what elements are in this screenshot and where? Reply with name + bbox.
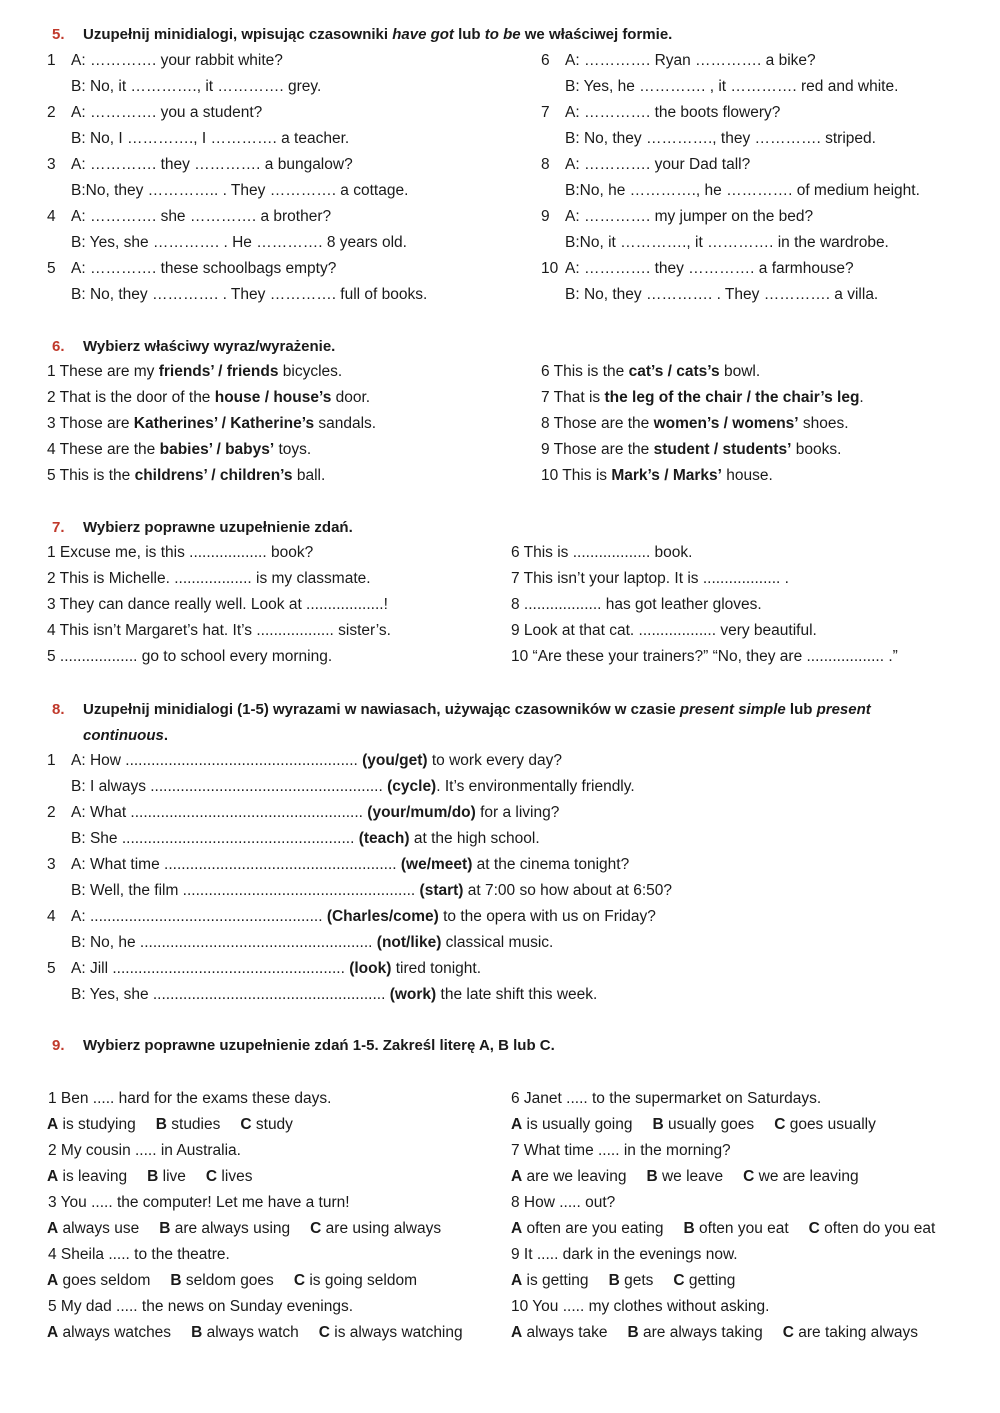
- option-letter: C: [293, 1272, 306, 1289]
- option-text: getting: [684, 1272, 736, 1289]
- sentence: 7 This isn’t your laptop. It is .................. .: [511, 570, 789, 587]
- dialogue-text: tired tonight.: [391, 960, 481, 977]
- dialogue-text: A: ......................................................: [71, 908, 327, 925]
- dialogue-line-b: B: Yes, he …………. , it …………. red and white.: [565, 78, 899, 95]
- option-text: we are leaving: [754, 1168, 859, 1185]
- dialogue-line-a: [47, 904, 656, 930]
- ex5-title-italic: have got: [392, 26, 454, 43]
- dialogue-text: B: No, he ......................................................: [71, 934, 377, 951]
- option-c: [240, 1116, 293, 1133]
- option-text: always watch: [202, 1324, 299, 1341]
- choice-options: babies’ / babys’: [159, 441, 275, 458]
- ex7-number: 7.: [52, 519, 65, 536]
- dialogue-line-a: [47, 48, 283, 74]
- dialogue-line-a: [47, 852, 629, 878]
- dialogue-line-a: [541, 256, 854, 282]
- option-b: [609, 1272, 654, 1289]
- dialogue-text: A: …………. my jumper on the bed?: [565, 208, 814, 225]
- option-text: is usually going: [522, 1116, 633, 1133]
- dialogue-line-a: [47, 800, 559, 826]
- option-text: are using always: [321, 1220, 442, 1237]
- choice-options: childrens’ / children’s: [134, 467, 293, 484]
- option-text: is studying: [58, 1116, 136, 1133]
- ex8-title: lub: [785, 701, 817, 718]
- answer-options: [511, 1216, 935, 1242]
- dialogue-line-b: B: No, they …………. . They …………. full of books.: [71, 286, 428, 303]
- option-b: [191, 1324, 299, 1341]
- choice-options: cat’s / cats’s: [628, 363, 720, 380]
- option-c: [809, 1220, 936, 1237]
- option-text: live: [158, 1168, 186, 1185]
- sentence-text: house.: [721, 467, 773, 484]
- sentence: [47, 359, 342, 385]
- choice-options: women’s / womens’: [653, 415, 799, 432]
- option-letter: C: [808, 1220, 820, 1237]
- option-letter: B: [683, 1220, 695, 1237]
- option-text: always take: [522, 1324, 608, 1341]
- option-a: [511, 1168, 626, 1185]
- option-text: are taking always: [793, 1324, 919, 1341]
- option-letter: B: [652, 1116, 664, 1133]
- answer-options: [47, 1216, 441, 1242]
- ex5-title: we właściwej formie.: [520, 26, 673, 43]
- sentence: [541, 359, 760, 385]
- sentence-text: ball.: [292, 467, 326, 484]
- sentence-text: .: [859, 389, 864, 406]
- option-letter: B: [191, 1324, 203, 1341]
- option-text: often are you eating: [522, 1220, 664, 1237]
- option-c: [319, 1324, 463, 1341]
- option-text: lives: [217, 1168, 253, 1185]
- sentence: 2 This is Michelle. .................. is my classmate.: [47, 570, 371, 587]
- option-c: [310, 1220, 441, 1237]
- answer-options: [47, 1112, 293, 1138]
- sentence: [541, 411, 849, 437]
- sentence: 10 “Are these your trainers?” “No, they are .................. .”: [511, 648, 898, 665]
- item-number: 5: [47, 260, 56, 277]
- answer-options: [511, 1320, 918, 1346]
- ex8-title-italic: present: [816, 701, 871, 718]
- option-a: [47, 1272, 150, 1289]
- question: 8 How ..... out?: [511, 1194, 616, 1211]
- ex9-title: Wybierz poprawne uzupełnienie zdań 1-5. Zakreśl literę A, B lub C.: [83, 1037, 555, 1054]
- dialogue-line-a: [541, 48, 816, 74]
- dialogue-text: B: Well, the film ......................................................: [71, 882, 420, 899]
- sentence-text: 5 This is the: [47, 467, 135, 484]
- sentence-text: 9 Those are the: [541, 441, 654, 458]
- ex9-heading: [52, 1033, 952, 1059]
- sentence-text: 8 Those are the: [541, 415, 654, 432]
- dialogue-text: B: Yes, she ......................................................: [71, 986, 390, 1003]
- item-number: 10: [541, 260, 559, 277]
- option-letter: C: [774, 1116, 786, 1133]
- sentence-text: 1 These are my: [47, 363, 159, 380]
- sentence: 4 This isn’t Margaret’s hat. It’s .................. sister’s.: [47, 622, 391, 639]
- option-text: is getting: [522, 1272, 589, 1289]
- choice-options: friends’ / friends: [158, 363, 279, 380]
- verb-hint: (look): [349, 960, 392, 977]
- option-letter: A: [511, 1324, 523, 1341]
- verb-hint: (your/mum/do): [367, 804, 476, 821]
- sentence-text: books.: [791, 441, 842, 458]
- answer-options: [47, 1320, 463, 1346]
- option-letter: B: [147, 1168, 159, 1185]
- option-letter: C: [673, 1272, 685, 1289]
- dialogue-text: A: Jill ......................................................: [71, 960, 350, 977]
- item-number: 7: [541, 104, 550, 121]
- dialogue-text: A: …………. she …………. a brother?: [71, 208, 332, 225]
- dialogue-text: to work every day?: [427, 752, 562, 769]
- dialogue-text: A: …………. you a student?: [71, 104, 263, 121]
- option-c: [294, 1272, 417, 1289]
- sentence-text: 3 Those are: [47, 415, 134, 432]
- sentence-text: 4 These are the: [47, 441, 160, 458]
- dialogue-line-b: [71, 774, 635, 800]
- option-c: [743, 1168, 858, 1185]
- dialogue-text: A: How ......................................................: [71, 752, 363, 769]
- ex5-title: Uzupełnij minidialogi, wpisując czasowniki: [83, 26, 393, 43]
- option-text: is always watching: [329, 1324, 463, 1341]
- ex8-heading: [52, 697, 952, 749]
- sentence: [541, 437, 841, 463]
- choice-options: student / students’: [653, 441, 792, 458]
- option-text: is going seldom: [305, 1272, 418, 1289]
- dialogue-line-b: B:No, he …………., he …………. of medium height.: [565, 182, 920, 199]
- option-text: seldom goes: [181, 1272, 274, 1289]
- option-a: [511, 1116, 633, 1133]
- option-letter: A: [511, 1220, 523, 1237]
- option-letter: A: [511, 1116, 523, 1133]
- ex5-title: lub: [453, 26, 485, 43]
- option-text: often do you eat: [819, 1220, 936, 1237]
- question: 3 You ..... the computer! Let me have a turn!: [48, 1194, 350, 1211]
- question: 4 Sheila ..... to the theatre.: [48, 1246, 230, 1263]
- verb-hint: (you/get): [362, 752, 428, 769]
- dialogue-text: at 7:00 so how about at 6:50?: [463, 882, 673, 899]
- option-text: studies: [166, 1116, 221, 1133]
- dialogue-text: to the opera with us on Friday?: [438, 908, 656, 925]
- item-number: 2: [47, 104, 56, 121]
- verb-hint: (work): [389, 986, 437, 1003]
- answer-options: [47, 1164, 252, 1190]
- option-a: [511, 1220, 664, 1237]
- answer-options: [511, 1268, 735, 1294]
- option-letter: C: [205, 1168, 218, 1185]
- option-letter: C: [782, 1324, 794, 1341]
- option-text: study: [251, 1116, 293, 1133]
- option-letter: B: [608, 1272, 620, 1289]
- dialogue-text: the late shift this week.: [436, 986, 598, 1003]
- option-text: are always using: [170, 1220, 291, 1237]
- ex5-heading: [52, 22, 952, 48]
- sentence-text: bowl.: [719, 363, 761, 380]
- dialogue-text: A: …………. your Dad tall?: [565, 156, 751, 173]
- ex8-title: Uzupełnij minidialogi (1-5) wyrazami w nawiasach, używając czasowników w czasie: [83, 701, 680, 718]
- item-number: 3: [47, 856, 56, 873]
- option-letter: A: [47, 1272, 59, 1289]
- answer-options: [511, 1164, 859, 1190]
- option-letter: C: [318, 1324, 330, 1341]
- option-c: [783, 1324, 918, 1341]
- dialogue-line-a: [47, 152, 353, 178]
- option-a: [47, 1220, 139, 1237]
- option-letter: B: [159, 1220, 171, 1237]
- verb-hint: (cycle): [387, 778, 437, 795]
- question: 5 My dad ..... the news on Sunday evenings.: [48, 1298, 354, 1315]
- question: 10 You ..... my clothes without asking.: [511, 1298, 770, 1315]
- ex6-heading: [52, 334, 952, 360]
- sentence-text: shoes.: [798, 415, 849, 432]
- dialogue-line-b: B: No, they …………. . They …………. a villa.: [565, 286, 879, 303]
- sentence-text: 2 That is the door of the: [47, 389, 215, 406]
- option-text: always use: [58, 1220, 140, 1237]
- verb-hint: (we/meet): [400, 856, 473, 873]
- item-number: 1: [47, 52, 56, 69]
- sentence-text: bicycles.: [278, 363, 343, 380]
- option-b: [147, 1168, 186, 1185]
- option-letter: A: [47, 1116, 59, 1133]
- option-text: are always taking: [638, 1324, 763, 1341]
- sentence-text: 6 This is the: [541, 363, 629, 380]
- option-letter: A: [47, 1168, 59, 1185]
- dialogue-line-a: [47, 956, 481, 982]
- dialogue-text: B: She ......................................................: [71, 830, 359, 847]
- option-letter: C: [240, 1116, 252, 1133]
- option-c: [673, 1272, 735, 1289]
- dialogue-line-b: B:No, they ………….. . They …………. a cottage.: [71, 182, 409, 199]
- sentence: 3 They can dance really well. Look at ..................!: [47, 596, 388, 613]
- option-letter: A: [511, 1168, 523, 1185]
- dialogue-line-b: [71, 982, 597, 1008]
- sentence: [541, 463, 773, 489]
- option-letter: A: [47, 1220, 59, 1237]
- option-text: always watches: [58, 1324, 172, 1341]
- ex5-title-italic: to be: [484, 26, 521, 43]
- option-text: are we leaving: [522, 1168, 627, 1185]
- dialogue-text: at the cinema tonight?: [472, 856, 630, 873]
- item-number: 6: [541, 52, 550, 69]
- option-letter: A: [511, 1272, 523, 1289]
- dialogue-text: A: …………. Ryan …………. a bike?: [565, 52, 816, 69]
- verb-hint: (not/like): [376, 934, 442, 951]
- dialogue-text: B: I always ......................................................: [71, 778, 388, 795]
- dialogue-text: for a living?: [475, 804, 560, 821]
- ex9-number: 9.: [52, 1037, 65, 1054]
- choice-options: the leg of the chair / the chair’s leg: [604, 389, 860, 406]
- dialogue-line-b: B: No, it …………., it …………. grey.: [71, 78, 322, 95]
- question: 2 My cousin ..... in Australia.: [48, 1142, 241, 1159]
- question: 7 What time ..... in the morning?: [511, 1142, 731, 1159]
- verb-hint: (start): [419, 882, 464, 899]
- dialogue-text: A: What time ......................................................: [71, 856, 401, 873]
- option-letter: C: [743, 1168, 755, 1185]
- dialogue-text: . It’s environmentally friendly.: [436, 778, 635, 795]
- sentence: [47, 463, 325, 489]
- item-number: 4: [47, 908, 56, 925]
- question: 9 It ..... dark in the evenings now.: [511, 1246, 738, 1263]
- ex6-number: 6.: [52, 338, 65, 355]
- dialogue-line-a: [47, 748, 562, 774]
- dialogue-text: classical music.: [441, 934, 554, 951]
- item-number: 8: [541, 156, 550, 173]
- option-letter: B: [170, 1272, 182, 1289]
- verb-hint: (teach): [358, 830, 410, 847]
- ex5-number: 5.: [52, 26, 65, 43]
- sentence: [47, 411, 376, 437]
- dialogue-line-a: [47, 204, 331, 230]
- dialogue-line-a: [47, 256, 336, 282]
- item-number: 3: [47, 156, 56, 173]
- sentence-text: sandals.: [314, 415, 377, 432]
- dialogue-line-a: [47, 100, 262, 126]
- item-number: 1: [47, 752, 56, 769]
- option-b: [170, 1272, 273, 1289]
- item-number: 5: [47, 960, 56, 977]
- question: 6 Janet ..... to the supermarket on Saturdays.: [511, 1090, 822, 1107]
- item-number: 4: [47, 208, 56, 225]
- sentence-text: 7 That is: [541, 389, 605, 406]
- choice-options: Katherines’ / Katherine’s: [133, 415, 315, 432]
- ex7-heading: [52, 515, 952, 541]
- dialogue-text: A: …………. the boots flowery?: [565, 104, 781, 121]
- sentence-text: toys.: [274, 441, 312, 458]
- dialogue-text: A: What ......................................................: [71, 804, 368, 821]
- option-b: [684, 1220, 789, 1237]
- option-a: [47, 1116, 136, 1133]
- choice-options: Mark’s / Marks’: [611, 467, 722, 484]
- option-b: [628, 1324, 763, 1341]
- answer-options: [511, 1112, 876, 1138]
- sentence: 5 .................. go to school every morning.: [47, 648, 333, 665]
- option-b: [653, 1116, 755, 1133]
- ex7-title: Wybierz poprawne uzupełnienie zdań.: [83, 519, 353, 536]
- sentence: [541, 385, 864, 411]
- dialogue-text: A: …………. your rabbit white?: [71, 52, 283, 69]
- ex8-title-italic: present simple: [679, 701, 786, 718]
- option-text: is leaving: [58, 1168, 128, 1185]
- verb-hint: (Charles/come): [326, 908, 439, 925]
- sentence-text: door.: [331, 389, 371, 406]
- answer-options: [47, 1268, 417, 1294]
- dialogue-line-b: B: Yes, she …………. . He …………. 8 years old.: [71, 234, 407, 251]
- option-c: [206, 1168, 253, 1185]
- sentence: [47, 437, 311, 463]
- option-text: goes seldom: [58, 1272, 151, 1289]
- ex8-title: .: [163, 727, 168, 744]
- sentence: 9 Look at that cat. .................. very beautiful.: [511, 622, 817, 639]
- option-letter: B: [646, 1168, 658, 1185]
- item-number: 2: [47, 804, 56, 821]
- option-text: usually goes: [663, 1116, 755, 1133]
- option-letter: B: [627, 1324, 639, 1341]
- option-a: [511, 1272, 589, 1289]
- sentence: [47, 385, 370, 411]
- ex8-title-italic: continuous: [83, 727, 164, 744]
- option-text: gets: [619, 1272, 654, 1289]
- option-a: [47, 1324, 171, 1341]
- dialogue-line-a: [541, 100, 780, 126]
- dialogue-text: A: …………. these schoolbags empty?: [71, 260, 337, 277]
- option-letter: A: [47, 1324, 59, 1341]
- option-letter: C: [310, 1220, 322, 1237]
- dialogue-text: at the high school.: [409, 830, 540, 847]
- item-number: 9: [541, 208, 550, 225]
- question: 1 Ben ..... hard for the exams these days.: [48, 1090, 332, 1107]
- dialogue-line-b: B:No, it …………., it …………. in the wardrobe.: [565, 234, 889, 251]
- option-c: [774, 1116, 876, 1133]
- dialogue-text: A: …………. they …………. a farmhouse?: [565, 260, 854, 277]
- option-b: [156, 1116, 221, 1133]
- dialogue-line-b: B: No, I …………., I …………. a teacher.: [71, 130, 350, 147]
- option-b: [646, 1168, 723, 1185]
- option-text: often you eat: [694, 1220, 789, 1237]
- sentence: 8 .................. has got leather gloves.: [511, 596, 762, 613]
- ex6-title: Wybierz właściwy wyraz/wyrażenie.: [83, 338, 336, 355]
- dialogue-line-b: B: No, they …………., they …………. striped.: [565, 130, 876, 147]
- dialogue-line-b: [71, 878, 672, 904]
- dialogue-line-a: [541, 204, 813, 230]
- sentence: 6 This is .................. book.: [511, 544, 693, 561]
- dialogue-line-b: [71, 930, 553, 956]
- option-a: [47, 1168, 127, 1185]
- ex8-number: 8.: [52, 701, 65, 718]
- dialogue-line-b: [71, 826, 540, 852]
- sentence-text: 10 This is: [541, 467, 612, 484]
- option-text: we leave: [657, 1168, 724, 1185]
- dialogue-text: A: …………. they …………. a bungalow?: [71, 156, 353, 173]
- option-letter: B: [155, 1116, 167, 1133]
- dialogue-line-a: [541, 152, 750, 178]
- option-text: goes usually: [785, 1116, 876, 1133]
- sentence: 1 Excuse me, is this .................. book?: [47, 544, 314, 561]
- option-a: [511, 1324, 608, 1341]
- option-b: [159, 1220, 290, 1237]
- choice-options: house / house’s: [214, 389, 332, 406]
